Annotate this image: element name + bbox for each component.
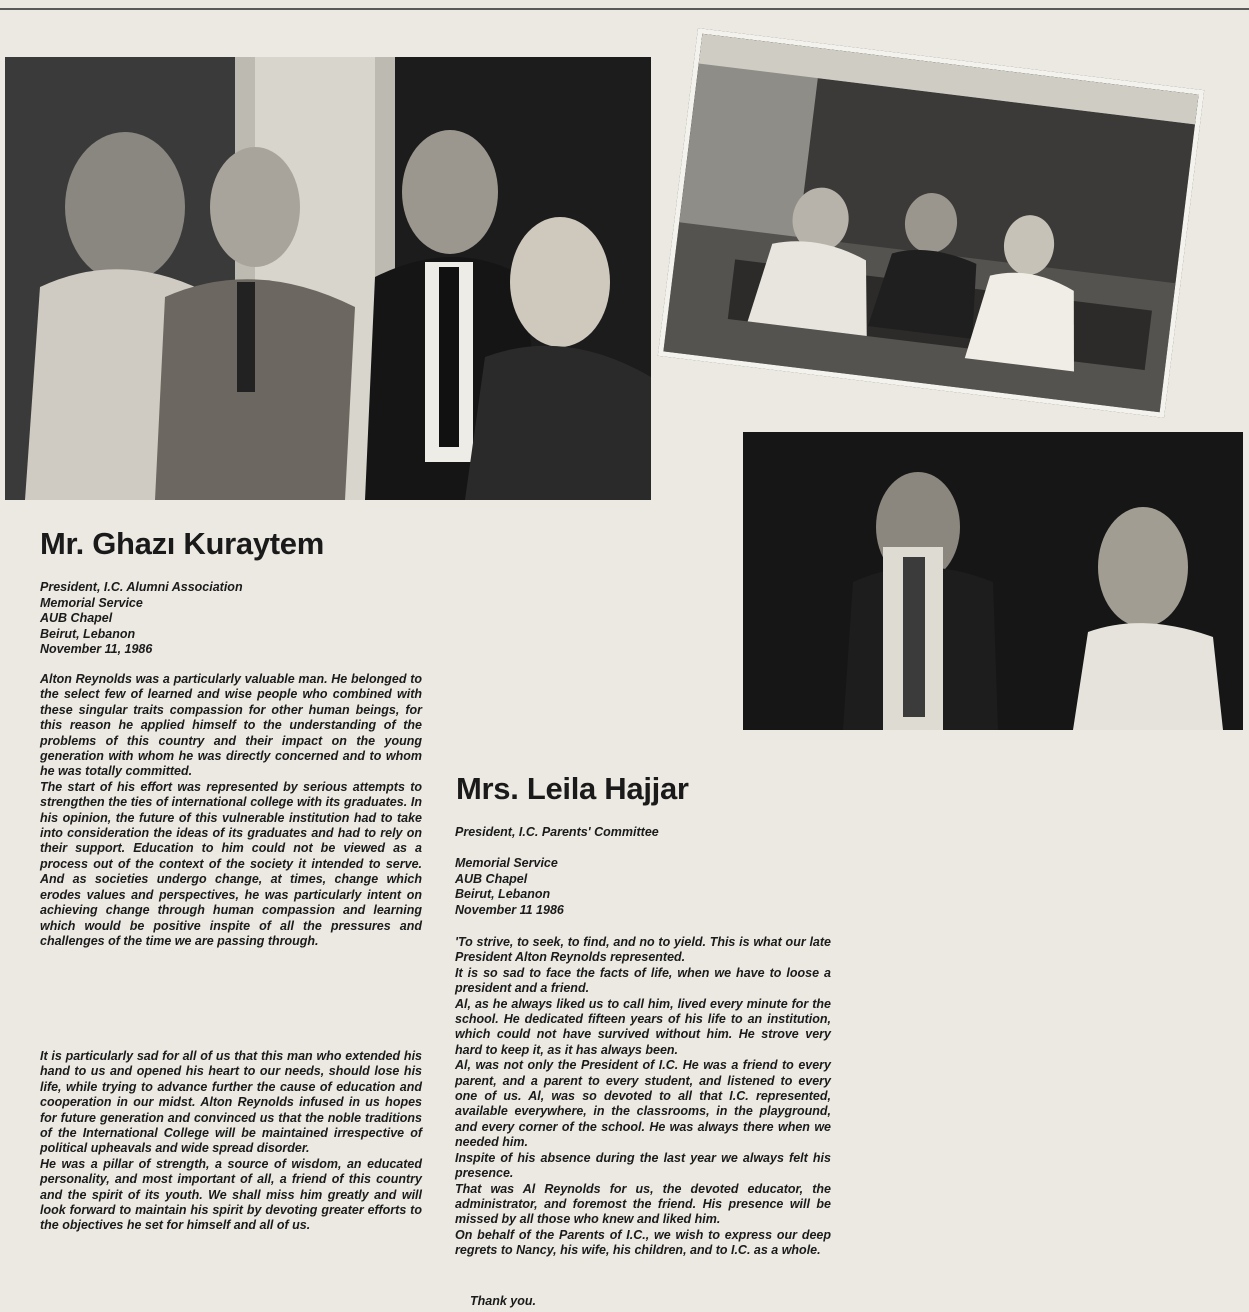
paragraph: That was Al Reynolds for us, the devoted educator, the administrator, and foremost the friend. His presence will be missed by all those who knew and liked him. <box>455 1181 831 1227</box>
paragraph: The start of his effort was represented by serious attempts to strengthen the ties of international college with its graduates. In his opinion, the future of this vulnerable institution had to take into consideration the ideas of its graduates and had to rely on their support. Education to him could not be viewed as a process out of the context of the society it intended to serve. And as societies undergo change, at times, change which erodes values and perspectives, he was particularly intent on achieving change through human compassion and learning which would be positive inspite of all the pressures and challenges of the time we are passing through. <box>40 779 422 948</box>
closing-thank-you: Thank you. <box>470 1294 536 1308</box>
meta-line: Memorial Service <box>455 856 558 870</box>
kuraytem-text-top <box>40 672 422 949</box>
meta-line: November 11 1986 <box>455 902 564 917</box>
meta-line: Memorial Service <box>40 595 143 610</box>
role-line: President, I.C. Parents' Committee <box>455 825 659 839</box>
meta-line: Beirut, Lebanon <box>40 626 136 641</box>
meta-line: President, I.C. Alumni Association <box>40 580 243 594</box>
paragraph: 'To strive, to seek, to find, and no to yield. This is what our late President Alton Reynolds represented. <box>455 935 831 965</box>
kuraytem-meta <box>40 580 243 658</box>
two-men-photo <box>743 432 1243 730</box>
top-rule <box>0 8 1249 10</box>
paragraph: It is particularly sad for all of us that this man who extended his hand to us and opened his heart to our needs, should lose his life, while trying to advance further the cause of education and cooperation in our midst. Alton Reynolds infused in us hopes for future generation and convinced us that the noble traditions of the International College will be maintained irrespective of political upheavals and wide spread disorder. <box>40 1049 422 1156</box>
meta-line: AUB Chapel <box>40 611 113 625</box>
classroom-photo <box>658 28 1204 418</box>
hajjar-meta <box>455 856 564 918</box>
meta-line: November 11, 1986 <box>40 642 153 656</box>
hajjar-text <box>455 935 831 1259</box>
reception-photo <box>5 57 651 500</box>
paragraph: Alton Reynolds was a particularly valuable man. He belonged to the select few of learned and wise people who combined with these singular traits compassion for other human beings, for this reason he applied himself to the understanding of the problems of this country and their impact on the young generation with whom he was directly concerned and to whom he was totally committed. <box>40 672 422 779</box>
paragraph: He was a pillar of strength, a source of wisdom, an educated personality, and most important of all, a friend of this country and the spirit of its youth. We shall miss him greatly and will look forward to maintain his spirit by devoting greater efforts to the objectives he set for himself and all of us. <box>40 1156 422 1233</box>
paragraph: On behalf of the Parents of I.C., we wish to express our deep regrets to Nancy, his wife, his children, and to I.C. as a whole. <box>455 1227 831 1258</box>
speaker-name-hajjar: Mrs. Leila Hajjar <box>456 771 689 806</box>
speaker-name-kuraytem: Mr. Ghazı Kuraytem <box>40 526 325 561</box>
paragraph: It is so sad to face the facts of life, when we have to loose a president and a friend. <box>455 965 831 996</box>
hajjar-role <box>455 825 659 841</box>
meta-line: AUB Chapel <box>455 871 528 886</box>
meta-line: Beirut, Lebanon <box>455 887 551 901</box>
paragraph: Inspite of his absence during the last year we always felt his presence. <box>455 1150 831 1181</box>
paragraph: Al, as he always liked us to call him, lived every minute for the school. He dedicated fifteen years of his life to an institution, which could not have survived without him. He strove very hard to keep it, as it has always been. <box>455 996 831 1057</box>
paragraph: Al, was not only the President of I.C. He was a friend to every parent, and a parent to every student, and listened to every one of us. Al, was so devoted to all that I.C. represented, available everywhere, in the classrooms, in the playground, and every corner of the school. He was always there when we needed him. <box>455 1058 831 1150</box>
kuraytem-text-bottom <box>40 1049 422 1234</box>
